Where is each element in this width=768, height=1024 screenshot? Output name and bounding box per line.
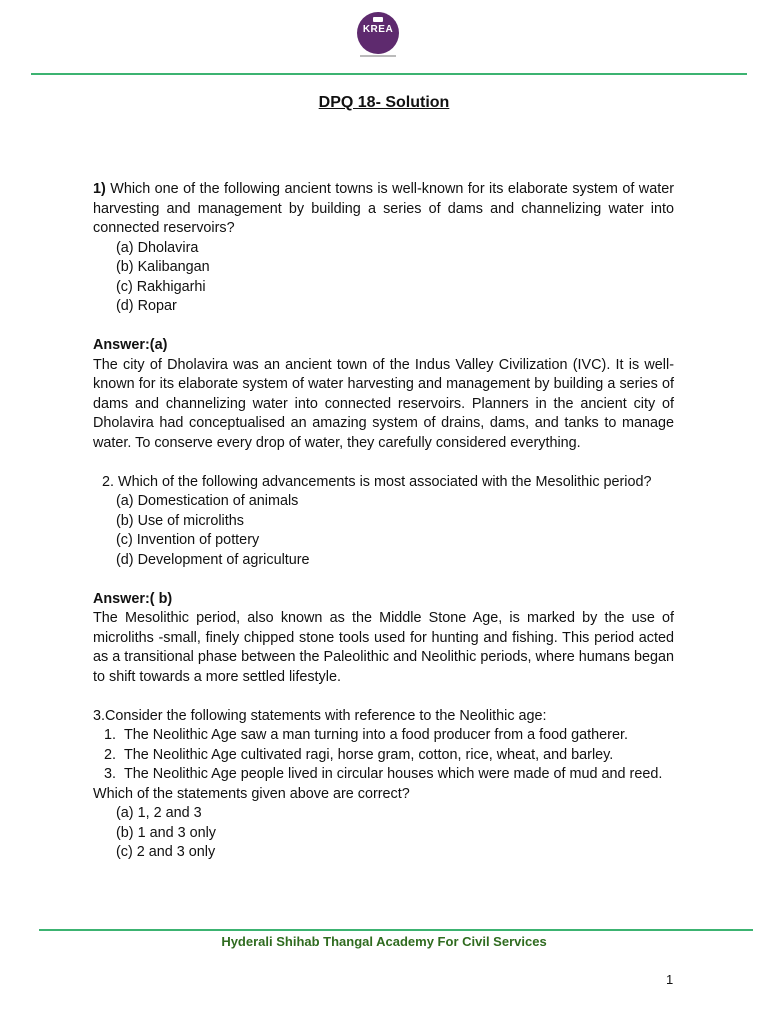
q3-option-c: (c) 2 and 3 only (116, 844, 216, 860)
q3-statement-3 (93, 765, 674, 785)
q1-option-c: (c) Rakhigarhi (116, 278, 206, 295)
statement-text: The Neolithic Age cultivated ragi, horse gram, cotton, rice, wheat, and barley. (124, 746, 614, 763)
document-body (93, 180, 674, 863)
footer-divider (39, 929, 753, 931)
statement-number: 2. (103, 746, 116, 763)
graduation-cap-icon (373, 17, 383, 22)
krea-logo (357, 12, 399, 54)
q1-option-d: (d) Ropar (116, 298, 177, 314)
q3-statement-1 (93, 726, 674, 746)
header-divider (31, 73, 747, 75)
statement-number: 3. (103, 766, 116, 782)
question-1-number: 1) (93, 181, 106, 197)
logo-text: KREA (362, 24, 394, 35)
q1-option-b: (b) Kalibangan (116, 259, 210, 275)
statement-text: The Neolithic Age people lived in circular houses which were made of mud and reed. (124, 766, 663, 782)
statement-text: The Neolithic Age saw a man turning into a food producer from a food gatherer. (124, 727, 628, 743)
q2-answer: Answer:( b) (93, 590, 173, 607)
question-3: 3.Consider the following statements with reference to the Neolithic age: (93, 707, 547, 724)
q2-option-b: (b) Use of microliths (116, 512, 244, 529)
q3-statement-2 (93, 746, 674, 766)
statement-number: 1. (103, 727, 116, 743)
question-1 (93, 180, 674, 239)
q3-question: Which of the statements given above are correct? (93, 785, 410, 802)
q3-option-a: (a) 1, 2 and 3 (116, 805, 202, 821)
q1-option-a: (a) Dholavira (116, 239, 199, 256)
footer-academy-name: Hyderali Shihab Thangal Academy For Civil Services (221, 934, 547, 949)
question-1-text: Which one of the following ancient towns is well-known for its elaborate system of water harvesting and management by building a series of dams and channelizing water into connected reservoirs? (93, 181, 674, 236)
q1-explanation: The city of Dholavira was an ancient town of the Indus Valley Civilization (IVC). It is well-known for its elaborate system of water harvesting and management by building a series of dams and channelizing water into connected reservoirs. Planners in the ancient city of Dholavira had conceptualised an amazing system of drains, dams, and tanks to manage water. To conserve every drop of water, they carefully considered everything. (93, 356, 674, 451)
page-number: 1 (666, 972, 674, 987)
q2-explanation: The Mesolithic period, also known as the Middle Stone Age, is marked by the use of microliths -small, finely chipped stone tools used for hunting and fishing. This period acted as a transitional phase between the Paleolithic and Neolithic periods, where humans began to shift towards a more settled lifestyle. (93, 610, 674, 685)
q3-option-b: (b) 1 and 3 only (116, 824, 216, 841)
q2-option-a: (a) Domestication of animals (116, 493, 299, 509)
q2-option-c: (c) Invention of pottery (116, 532, 260, 548)
page-title: DPQ 18- Solution (318, 94, 450, 111)
question-2: 2. Which of the following advancements is most associated with the Mesolithic period? (102, 473, 652, 490)
q2-option-d: (d) Development of agriculture (116, 551, 310, 568)
q1-answer: Answer:(a) (93, 337, 168, 353)
logo-tagline-mark (360, 55, 396, 57)
